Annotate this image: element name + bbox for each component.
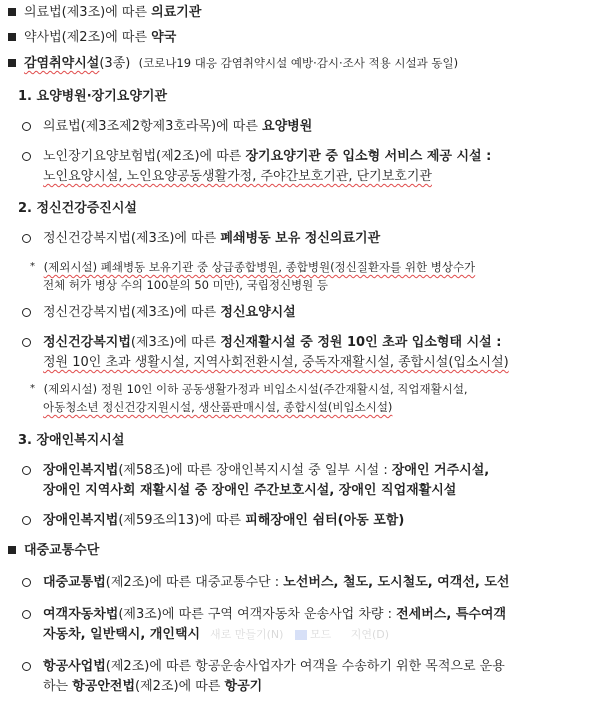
circle-bullet-icon [22,578,31,587]
ghost-toolbar-mode-label: 모드 [309,628,332,641]
square-bullet-icon [8,8,16,16]
note-text: (코로나19 대응 감염취약시설 예방·감시·조사 적용 시설과 동일) [138,56,459,70]
note-text: 아동청소년 정신건강지원시설, 생산품판매시설, 종합시설(비입소시설) [43,400,393,414]
circle-bullet-icon [22,308,31,317]
text: (3종) [99,56,131,71]
ghost-toolbar-mode [295,628,339,641]
list-item [22,574,510,592]
bullet-infection-vulnerable [0,54,458,73]
text: 하는 [43,679,73,694]
circle-bullet-icon [22,152,31,161]
list-item [22,462,489,480]
ghost-toolbar [210,626,600,648]
bold-text: 장애인복지법 [43,463,119,478]
text: (제3조)에 따른 [130,335,221,350]
text: 노인장기요양보험법(제2조)에 따른 [43,149,246,164]
text: (제2조)에 따른 대중교통수단 : [105,575,284,590]
circle-bullet-icon [22,338,31,347]
heading-1: 1. 요양병원·장기요양기관 [18,89,168,104]
text: 의료법(제3조)에 따른 [24,5,152,20]
asterisk-icon: * [30,261,35,272]
bold-text: 항공기 [224,679,263,694]
note-text: (제외시설) 폐쇄병동 보유기관 중 상급종합병원, 종합병원(정신질환자를 위한 병상수가 [43,260,476,274]
text: 정신건강복지법(제3조)에 따른 [43,305,221,320]
list-item [22,658,505,676]
bold-text: 여객자동차법 [43,607,119,622]
list-item [22,512,404,530]
continuation-line [43,678,262,696]
bold-text: 정신요양시설 [220,305,296,320]
bold-text: 대중교통수단 [24,543,100,558]
bold-text: 정신건강복지법 [43,335,131,350]
note-item [30,258,475,276]
text: 의료법(제3조제2항제3호라목)에 따른 [43,119,263,134]
text: (제3조)에 따른 구역 여객자동차 운송사업 차량 : [118,607,397,622]
bullet-pharmacy [0,29,176,47]
bold-text: 항공안전법 [72,679,136,694]
bold-text: 의료기관 [151,5,202,20]
bold-text: 정신재활시설 중 정원 10인 초과 입소형태 시설 : [220,335,502,350]
bold-text: 장애인복지법 [43,513,119,528]
continuation-text: 장애인 지역사회 재활시설 중 장애인 주간보호시설, 장애인 직업재활시설 [43,483,457,498]
square-bullet-icon [8,59,16,67]
note-text: 전체 허가 병상 수의 100분의 50 미만), 국립정신병원 등 [43,278,329,292]
circle-bullet-icon [22,610,31,619]
circle-bullet-icon [22,122,31,131]
list-item [22,230,380,248]
text: (제59조의13)에 따른 [118,513,246,528]
heading-3: 3. 장애인복지시설 [18,433,125,448]
asterisk-icon: * [30,383,35,394]
bold-text: 항공사업법 [43,659,106,674]
text: (제2조)에 따른 [135,679,225,694]
continuation-text: 자동차, 일반택시, 개인택시 [43,627,201,642]
bold-text: 약국 [151,30,177,45]
ghost-toolbar-delay: 지연(D) [350,628,390,641]
circle-bullet-icon [22,466,31,475]
bullet-public-transport [0,542,99,560]
bold-text: 폐쇄병동 보유 정신의료기관 [220,231,381,246]
heading-2: 2. 정신건강증진시설 [18,201,137,216]
bold-text: 감염취약시설 [24,56,100,71]
list-item [22,148,491,166]
text: 정신건강복지법(제3조)에 따른 [43,231,221,246]
circle-bullet-icon [22,662,31,671]
ghost-toolbar-new: 새로 만들기(N) [210,628,284,641]
square-bullet-icon [8,546,16,554]
bold-text: 대중교통법 [43,575,106,590]
text: (제58조)에 따른 장애인복지시설 중 일부 시설 : [118,463,392,478]
bold-text: 장애인 거주시설, [391,463,490,478]
bold-text: 요양병원 [262,119,313,134]
bold-text: 노선버스, 철도, 도시철도, 여객선, 도선 [283,575,510,590]
square-bullet-icon [8,33,16,41]
note-text: (제외시설) 정원 10인 이하 공동생활가정과 비입소시설(주간재활시설, 직업재활시설, [43,382,468,396]
bold-text: 피해장애인 쉼터(아동 포함) [245,513,405,528]
continuation-text: 노인요양시설, 노인요양공동생활가정, 주야간보호기관, 단기보호기관 [43,169,432,184]
continuation-text: 정원 10인 초과 생활시설, 지역사회전환시설, 중독자재활시설, 종합시설(입소시설) [43,355,509,370]
bullet-medical-institution [0,4,201,22]
list-item [22,334,501,352]
bold-text: 전세버스, 특수여객 [396,607,507,622]
mode-icon [295,630,307,640]
note-item [30,380,468,398]
list-item [22,304,296,322]
text: 약사법(제2조)에 따른 [24,30,152,45]
list-item [22,118,312,136]
text: (제2조)에 따른 항공운송사업자가 여객을 수송하기 위한 목적으로 운용 [105,659,505,674]
circle-bullet-icon [22,516,31,525]
bold-text: 장기요양기관 중 입소형 서비스 제공 시설 : [245,149,492,164]
circle-bullet-icon [22,234,31,243]
list-item [22,606,506,624]
